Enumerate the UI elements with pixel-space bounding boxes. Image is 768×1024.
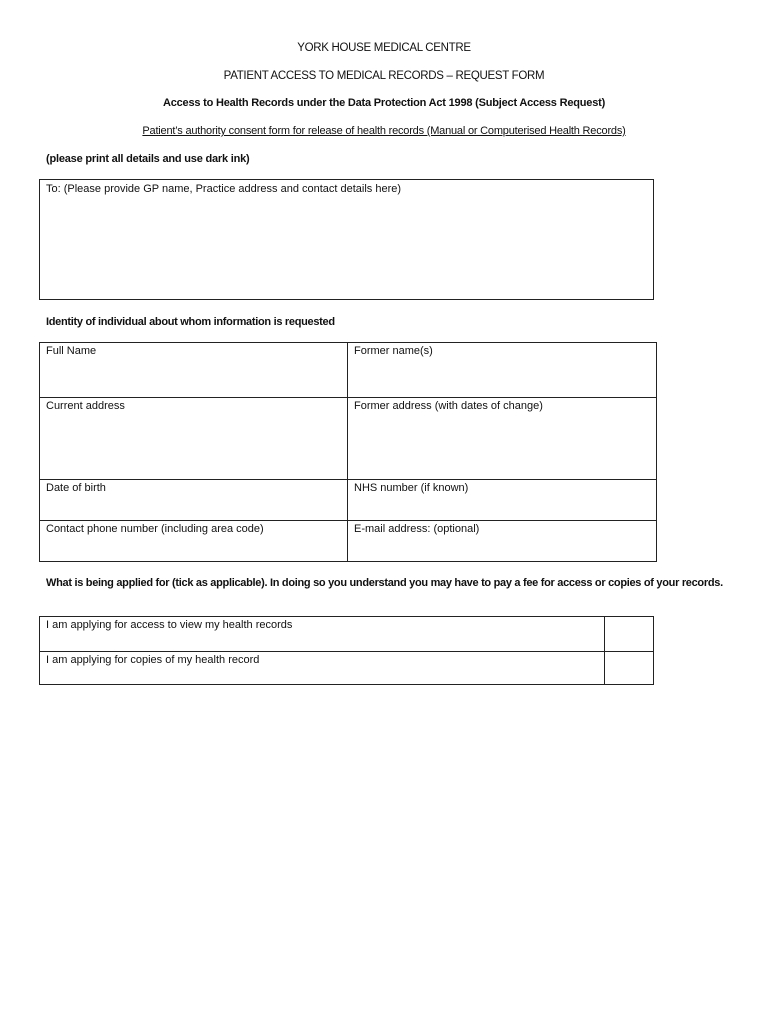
practice-name: YORK HOUSE MEDICAL CENTRE <box>297 42 471 54</box>
option-view-records-label: I am applying for access to view my health records <box>46 619 293 631</box>
email-field[interactable] <box>348 521 657 562</box>
full-name-field[interactable] <box>40 343 348 398</box>
former-names-label: Former name(s) <box>354 345 433 357</box>
table-row <box>40 480 657 521</box>
print-instruction: (please print all details and use dark ink) <box>46 153 250 165</box>
nhs-number-field[interactable] <box>348 480 657 521</box>
gp-details-label: To: (Please provide GP name, Practice address and contact details here) <box>46 183 402 195</box>
former-address-field[interactable] <box>348 398 657 480</box>
application-heading: What is being applied for (tick as applicable). In doing so you understand you may have to pay a fee for access or copies of your records. <box>46 577 723 589</box>
identity-table <box>39 342 657 562</box>
act-subtitle: Access to Health Records under the Data Protection Act 1998 (Subject Access Request) <box>162 97 606 109</box>
phone-number-label: Contact phone number (including area code) <box>46 523 264 535</box>
date-of-birth-field[interactable] <box>40 480 348 521</box>
table-row <box>40 398 657 480</box>
nhs-number-label: NHS number (if known) <box>354 482 469 494</box>
option-view-records <box>40 617 605 652</box>
tick-box-view-records[interactable] <box>605 617 654 652</box>
former-names-field[interactable] <box>348 343 657 398</box>
option-copies-records-label: I am applying for copies of my health record <box>46 654 260 666</box>
former-address-label: Former address (with dates of change) <box>354 400 543 412</box>
table-row <box>40 343 657 398</box>
email-label: E-mail address: (optional) <box>354 523 480 535</box>
full-name-label: Full Name <box>46 345 97 357</box>
phone-number-field[interactable] <box>40 521 348 562</box>
gp-details-box[interactable] <box>39 179 654 300</box>
option-copies-records <box>40 652 605 685</box>
consent-subtitle: Patient’s authority consent form for release of health records (Manual or Computerised Health Records) <box>142 125 626 137</box>
identity-heading: Identity of individual about whom information is requested <box>46 316 335 328</box>
table-row <box>40 521 657 562</box>
application-table <box>39 616 654 685</box>
tick-box-copies-records[interactable] <box>605 652 654 685</box>
date-of-birth-label: Date of birth <box>46 482 106 494</box>
table-row <box>40 652 654 685</box>
form-title: PATIENT ACCESS TO MEDICAL RECORDS – REQUEST FORM <box>223 70 545 82</box>
current-address-field[interactable] <box>40 398 348 480</box>
current-address-label: Current address <box>46 400 125 412</box>
table-row <box>40 617 654 652</box>
